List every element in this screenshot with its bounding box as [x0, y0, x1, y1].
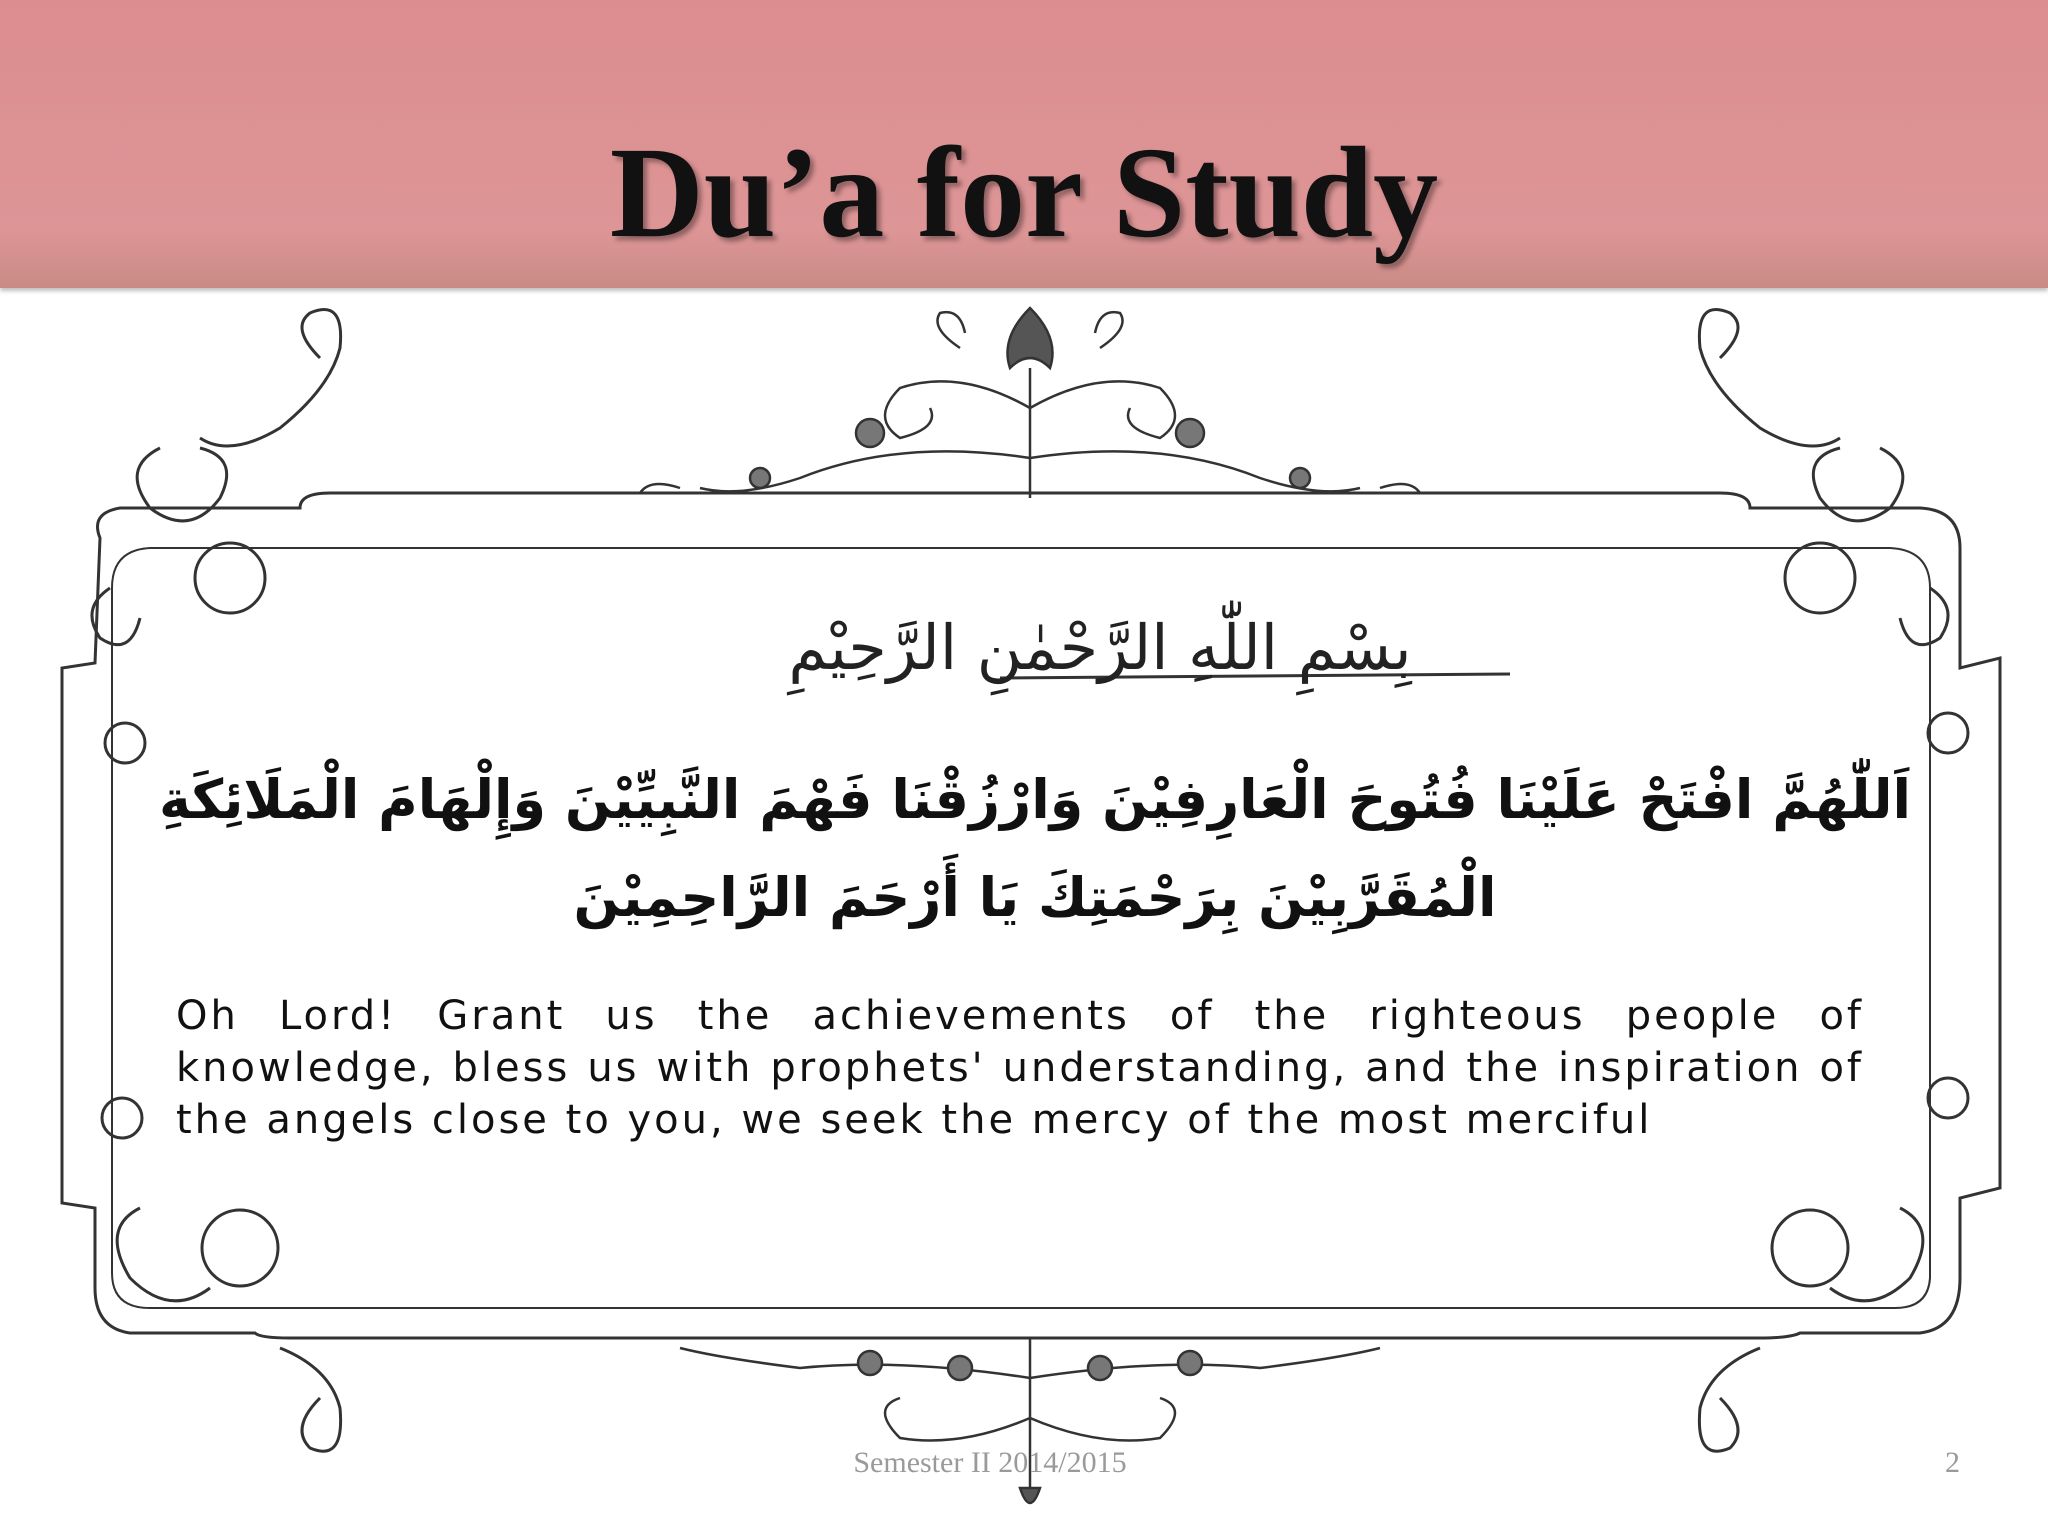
footer-semester: Semester II 2014/2015	[853, 1446, 1127, 1479]
english-translation: Oh Lord! Grant us the achievements of the righteous people of knowledge, bless us with prophets' understanding, and the inspiration of the angels close to you, we seek the mercy of the most merciful	[176, 993, 1864, 1143]
bismillah-calligraphy: بِسْمِ اللّٰهِ الرَّحْمٰنِ الرَّحِيْمِ	[788, 611, 1412, 684]
floral-crown-top	[640, 308, 1420, 498]
slide-page-number: 2	[1945, 1446, 1960, 1479]
slide-title: Du’a for Study	[609, 121, 1439, 265]
corner-scroll-bottom-left	[102, 1098, 341, 1451]
corner-scroll-top-right	[1699, 310, 1968, 753]
corner-scroll-top-left	[92, 310, 341, 763]
arabic-dua-line-1: اَللّٰهُمَّ افْتَحْ عَلَيْنَا فُتُوحَ الْعَارِفِيْنَ وَارْزُقْنَا فَهْمَ النَّبِيِّيْنَ وَإِلْهَامَ الْمَلَائِكَةِ	[158, 768, 1912, 831]
arabic-dua-line-2: الْمُقَرَّبِيْنَ بِرَحْمَتِكَ يَا أَرْحَمَ الرَّاحِمِيْنَ	[573, 866, 1497, 929]
